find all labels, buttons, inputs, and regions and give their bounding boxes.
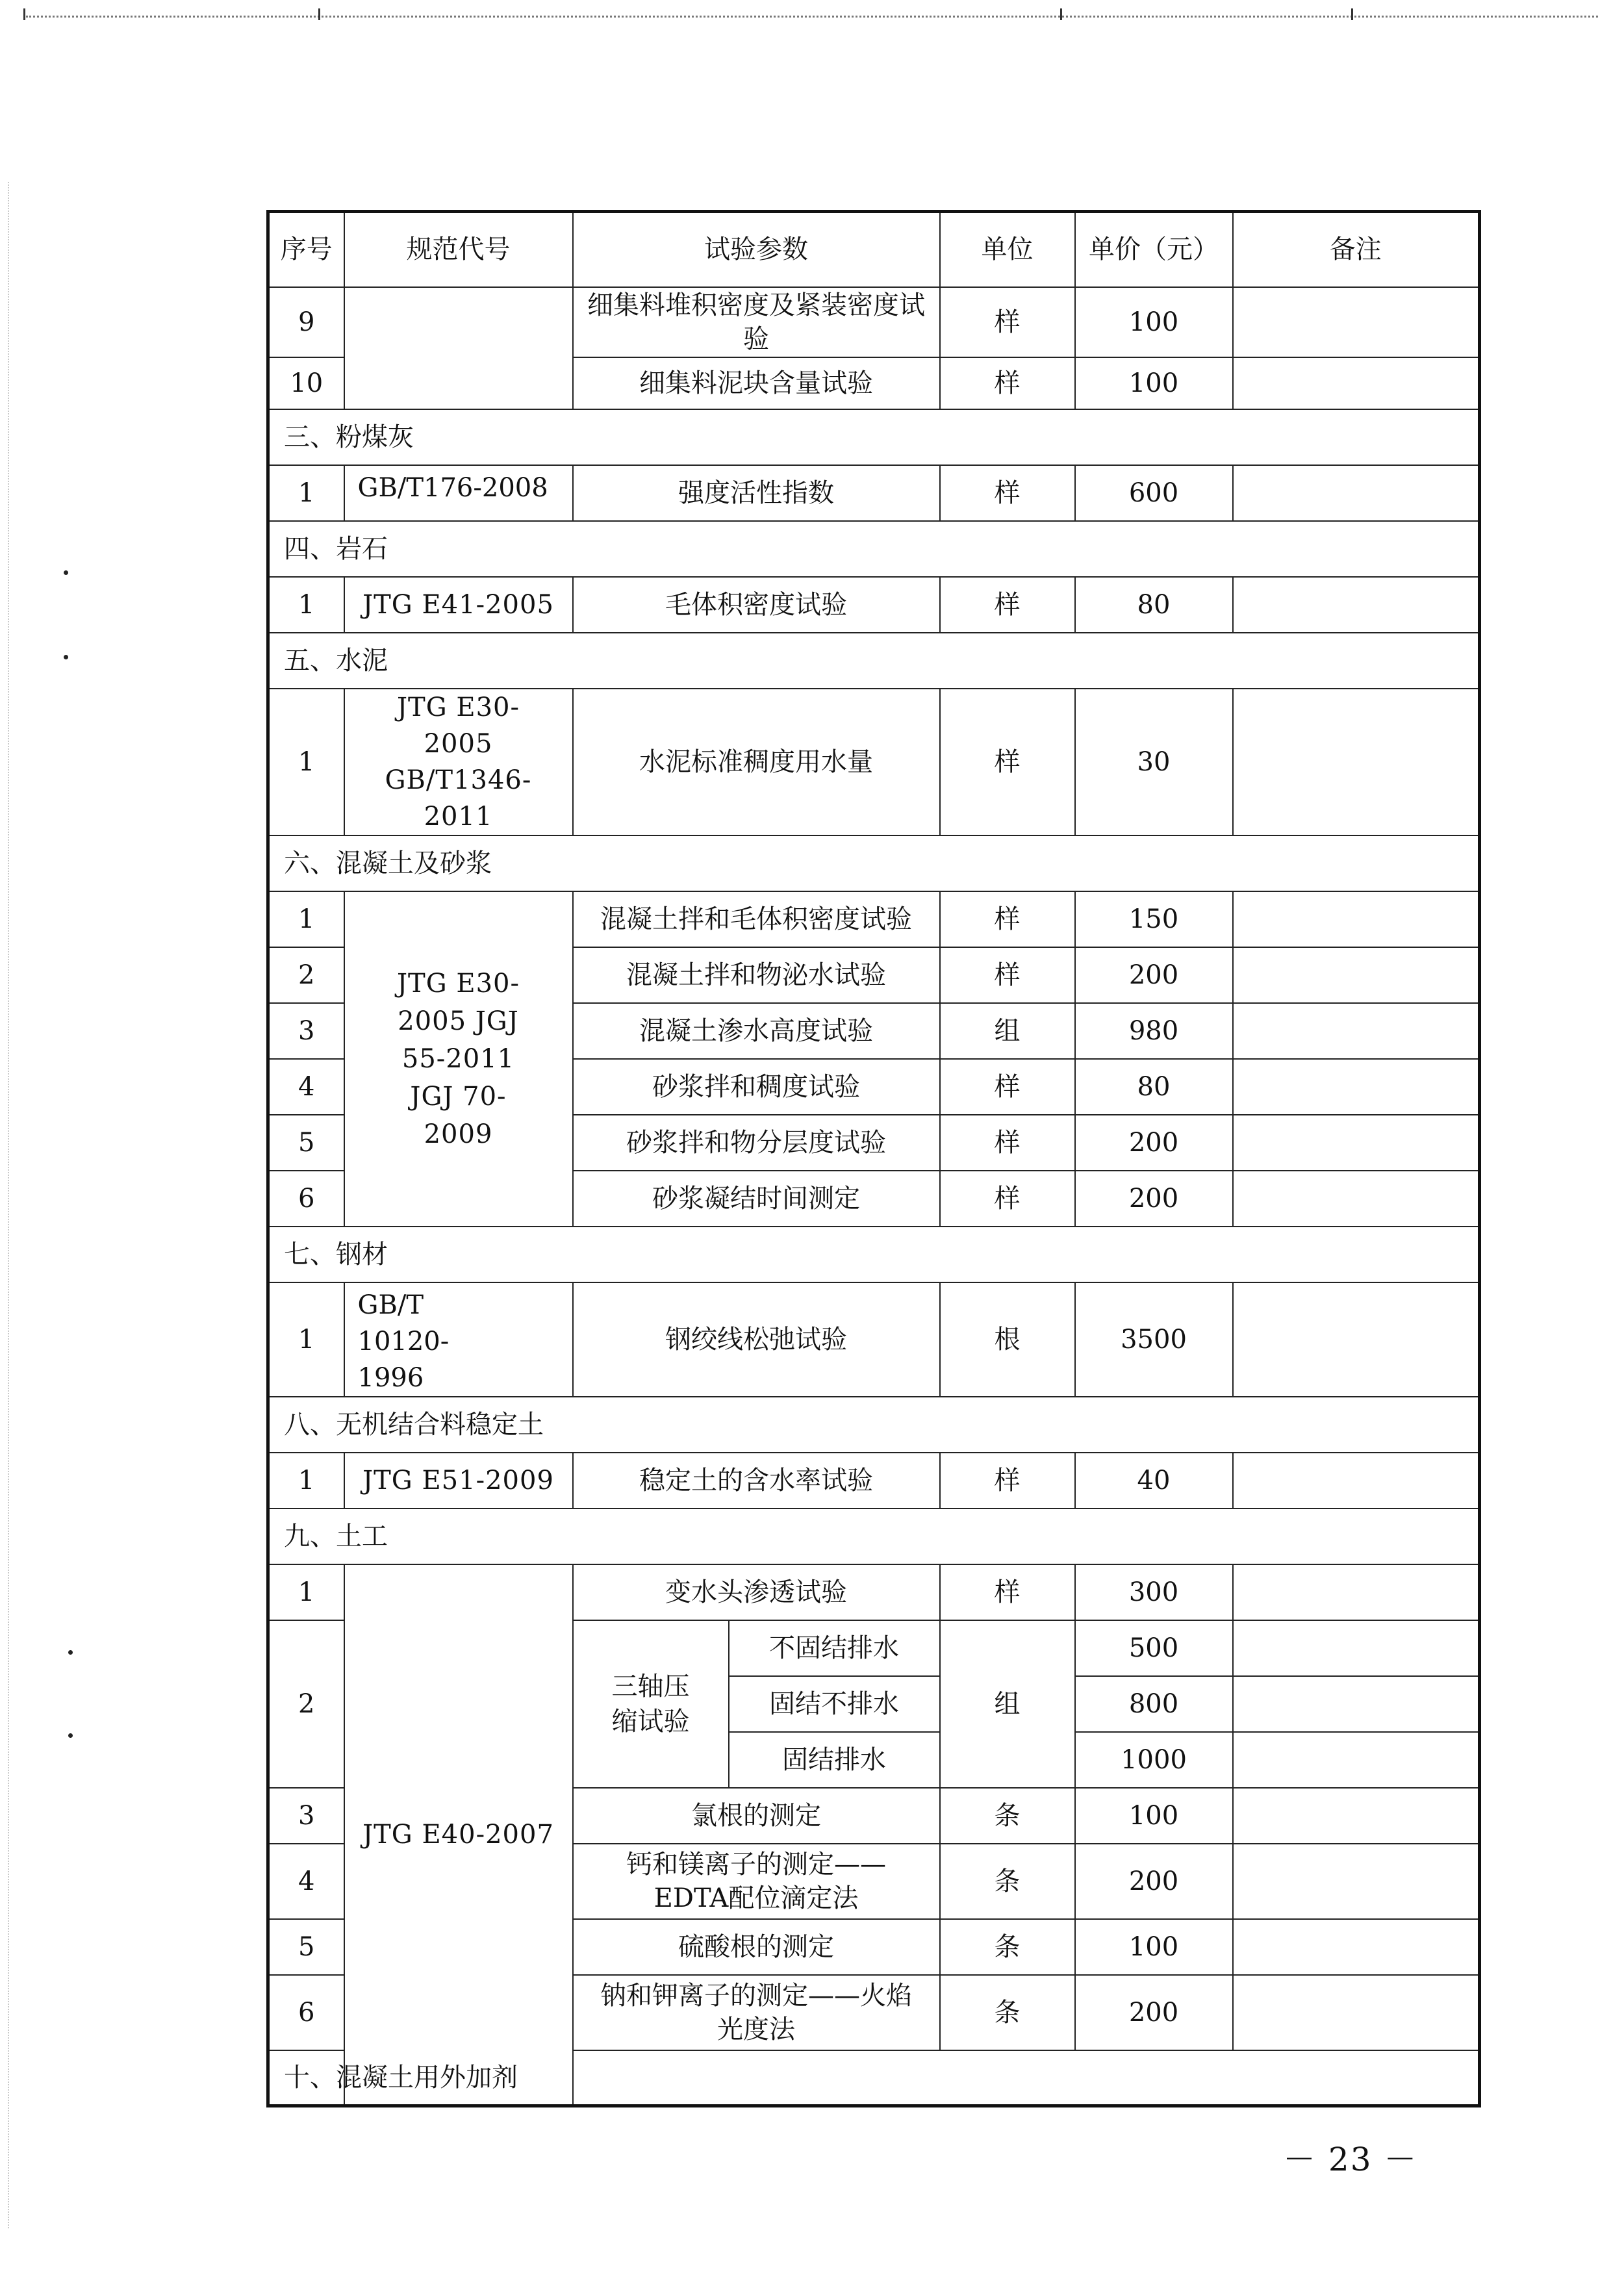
seq-cell: 1	[268, 891, 344, 947]
seq-cell: 5	[268, 1115, 344, 1171]
unit-cell: 样	[940, 1059, 1075, 1115]
header-param: 试验参数	[573, 212, 940, 287]
section-row	[268, 521, 1480, 577]
table-row	[268, 1282, 1480, 1397]
price-cell: 800	[1075, 1676, 1233, 1732]
code-cell-empty	[344, 287, 573, 409]
price-cell: 500	[1075, 1620, 1233, 1676]
seq-cell: 1	[268, 1564, 344, 1620]
seq-cell: 1	[268, 465, 344, 521]
unit-cell: 样	[940, 357, 1075, 409]
unit-cell: 样	[940, 1564, 1075, 1620]
price-cell: 200	[1075, 1975, 1233, 2050]
param-cell: 三轴压缩试验	[573, 1620, 729, 1788]
section-row	[268, 409, 1480, 465]
unit-cell: 样	[940, 287, 1075, 357]
table-row	[268, 577, 1480, 633]
note-cell	[1233, 947, 1480, 1003]
seq-cell: 4	[268, 1844, 344, 1919]
param-cell: 水泥标准稠度用水量	[573, 689, 940, 835]
note-cell	[1233, 1788, 1480, 1844]
price-cell: 100	[1075, 357, 1233, 409]
code-cell: GB/T 10120-1996	[344, 1282, 573, 1397]
note-cell	[1233, 1844, 1480, 1919]
table-row	[268, 1453, 1480, 1509]
price-cell: 200	[1075, 947, 1233, 1003]
seq-cell: 6	[268, 1975, 344, 2050]
param-cell: 氯根的测定	[573, 1788, 940, 1844]
seq-cell: 5	[268, 1919, 344, 1975]
note-cell	[1233, 1453, 1480, 1509]
note-cell	[1233, 1115, 1480, 1171]
sub-param-cell: 不固结排水	[729, 1620, 940, 1676]
unit-cell: 条	[940, 1919, 1075, 1975]
param-cell: 稳定土的含水率试验	[573, 1453, 940, 1509]
scan-dot	[68, 1650, 73, 1655]
price-cell: 80	[1075, 1059, 1233, 1115]
section-row	[268, 835, 1480, 891]
table-row	[268, 465, 1480, 521]
note-cell	[1233, 465, 1480, 521]
header-row	[268, 212, 1480, 287]
param-cell: 钙和镁离子的测定——EDTA配位滴定法	[573, 1844, 940, 1919]
param-cell: 细集料泥块含量试验	[573, 357, 940, 409]
seq-cell: 3	[268, 1788, 344, 1844]
note-cell	[1233, 1171, 1480, 1227]
unit-cell: 组	[940, 1620, 1075, 1788]
seq-cell: 10	[268, 357, 344, 409]
unit-cell: 根	[940, 1282, 1075, 1397]
header-price: 单价（元）	[1075, 212, 1233, 287]
price-cell: 1000	[1075, 1732, 1233, 1788]
param-cell: 钢绞线松弛试验	[573, 1282, 940, 1397]
note-cell	[1233, 1732, 1480, 1788]
section-title: 八、无机结合料稳定土	[268, 1397, 1480, 1453]
unit-cell: 样	[940, 947, 1075, 1003]
seq-cell: 2	[268, 1620, 344, 1788]
note-cell	[1233, 357, 1480, 409]
param-cell: 毛体积密度试验	[573, 577, 940, 633]
unit-cell: 样	[940, 891, 1075, 947]
price-cell: 200	[1075, 1115, 1233, 1171]
param-cell: 硫酸根的测定	[573, 1919, 940, 1975]
code-cell: JTG E30-2005 GB/T1346-2011	[344, 689, 573, 835]
header-code: 规范代号	[344, 212, 573, 287]
scan-dot	[64, 655, 68, 659]
table-row	[268, 891, 1480, 947]
seq-cell: 4	[268, 1059, 344, 1115]
param-cell: 强度活性指数	[573, 465, 940, 521]
price-cell: 150	[1075, 891, 1233, 947]
section-title: 五、水泥	[268, 633, 1480, 689]
seq-cell: 9	[268, 287, 344, 357]
unit-cell: 样	[940, 689, 1075, 835]
price-cell: 100	[1075, 1919, 1233, 1975]
param-cell: 混凝土拌和毛体积密度试验	[573, 891, 940, 947]
code-cell: JTG E51-2009	[344, 1453, 573, 1509]
unit-cell: 样	[940, 577, 1075, 633]
section-row	[268, 1397, 1480, 1453]
price-cell: 30	[1075, 689, 1233, 835]
unit-cell: 条	[940, 1975, 1075, 2050]
table-row	[268, 1564, 1480, 1620]
unit-cell: 样	[940, 465, 1075, 521]
code-cell: GB/T176-2008	[344, 465, 573, 521]
section-title: 四、岩石	[268, 521, 1480, 577]
header-seq: 序号	[268, 212, 344, 287]
param-cell: 混凝土渗水高度试验	[573, 1003, 940, 1059]
price-cell: 300	[1075, 1564, 1233, 1620]
note-cell	[1233, 1282, 1480, 1397]
unit-cell: 组	[940, 1003, 1075, 1059]
note-cell	[1233, 1620, 1480, 1676]
unit-cell: 样	[940, 1171, 1075, 1227]
scan-dot	[68, 1733, 73, 1738]
price-cell: 200	[1075, 1844, 1233, 1919]
section-title: 九、土工	[268, 1509, 1480, 1564]
sub-param-cell: 固结不排水	[729, 1676, 940, 1732]
code-cell: JTG E30-2005 JGJ 55-2011 JGJ 70-2009	[344, 891, 573, 1227]
section-row	[268, 633, 1480, 689]
param-cell: 砂浆凝结时间测定	[573, 1171, 940, 1227]
price-table	[266, 210, 1481, 2107]
price-cell: 600	[1075, 465, 1233, 521]
param-cell: 砂浆拌和物分层度试验	[573, 1115, 940, 1171]
section-title: 十、混凝土用外加剂	[268, 2050, 1480, 2106]
note-cell	[1233, 1676, 1480, 1732]
param-cell: 变水头渗透试验	[573, 1564, 940, 1620]
price-cell: 3500	[1075, 1282, 1233, 1397]
unit-cell: 条	[940, 1788, 1075, 1844]
page-number: － 23 －	[1283, 2141, 1418, 2178]
param-cell: 砂浆拌和稠度试验	[573, 1059, 940, 1115]
price-cell: 100	[1075, 287, 1233, 357]
section-row	[268, 1227, 1480, 1282]
note-cell	[1233, 689, 1480, 835]
top-scan-line	[26, 16, 1598, 18]
param-cell: 钠和钾离子的测定——火焰光度法	[573, 1975, 940, 2050]
code-cell: JTG E40-2007	[344, 1564, 573, 2106]
header-unit: 单位	[940, 212, 1075, 287]
section-row	[268, 2050, 1480, 2106]
param-cell: 细集料堆积密度及紧装密度试验	[573, 287, 940, 357]
price-cell: 980	[1075, 1003, 1233, 1059]
section-row	[268, 1509, 1480, 1564]
sub-param-cell: 固结排水	[729, 1732, 940, 1788]
table-row	[268, 287, 1480, 357]
note-cell	[1233, 1059, 1480, 1115]
seq-cell: 1	[268, 1453, 344, 1509]
price-cell: 40	[1075, 1453, 1233, 1509]
seq-cell: 1	[268, 1282, 344, 1397]
section-title: 三、粉煤灰	[268, 409, 1480, 465]
section-title: 六、混凝土及砂浆	[268, 835, 1480, 891]
table-row	[268, 689, 1480, 835]
price-cell: 80	[1075, 577, 1233, 633]
note-cell	[1233, 1919, 1480, 1975]
unit-cell: 条	[940, 1844, 1075, 1919]
seq-cell: 1	[268, 689, 344, 835]
unit-cell: 样	[940, 1115, 1075, 1171]
price-cell: 200	[1075, 1171, 1233, 1227]
price-cell: 100	[1075, 1788, 1233, 1844]
seq-cell: 2	[268, 947, 344, 1003]
left-binding-line	[8, 182, 9, 2228]
header-note: 备注	[1233, 212, 1480, 287]
param-cell: 混凝土拌和物泌水试验	[573, 947, 940, 1003]
unit-cell: 样	[940, 1453, 1075, 1509]
seq-cell: 3	[268, 1003, 344, 1059]
section-title: 七、钢材	[268, 1227, 1480, 1282]
note-cell	[1233, 1975, 1480, 2050]
note-cell	[1233, 891, 1480, 947]
note-cell	[1233, 287, 1480, 357]
code-cell: JTG E41-2005	[344, 577, 573, 633]
note-cell	[1233, 1003, 1480, 1059]
note-cell	[1233, 1564, 1480, 1620]
note-cell	[1233, 577, 1480, 633]
scan-dot	[64, 570, 68, 575]
seq-cell: 1	[268, 577, 344, 633]
seq-cell: 6	[268, 1171, 344, 1227]
